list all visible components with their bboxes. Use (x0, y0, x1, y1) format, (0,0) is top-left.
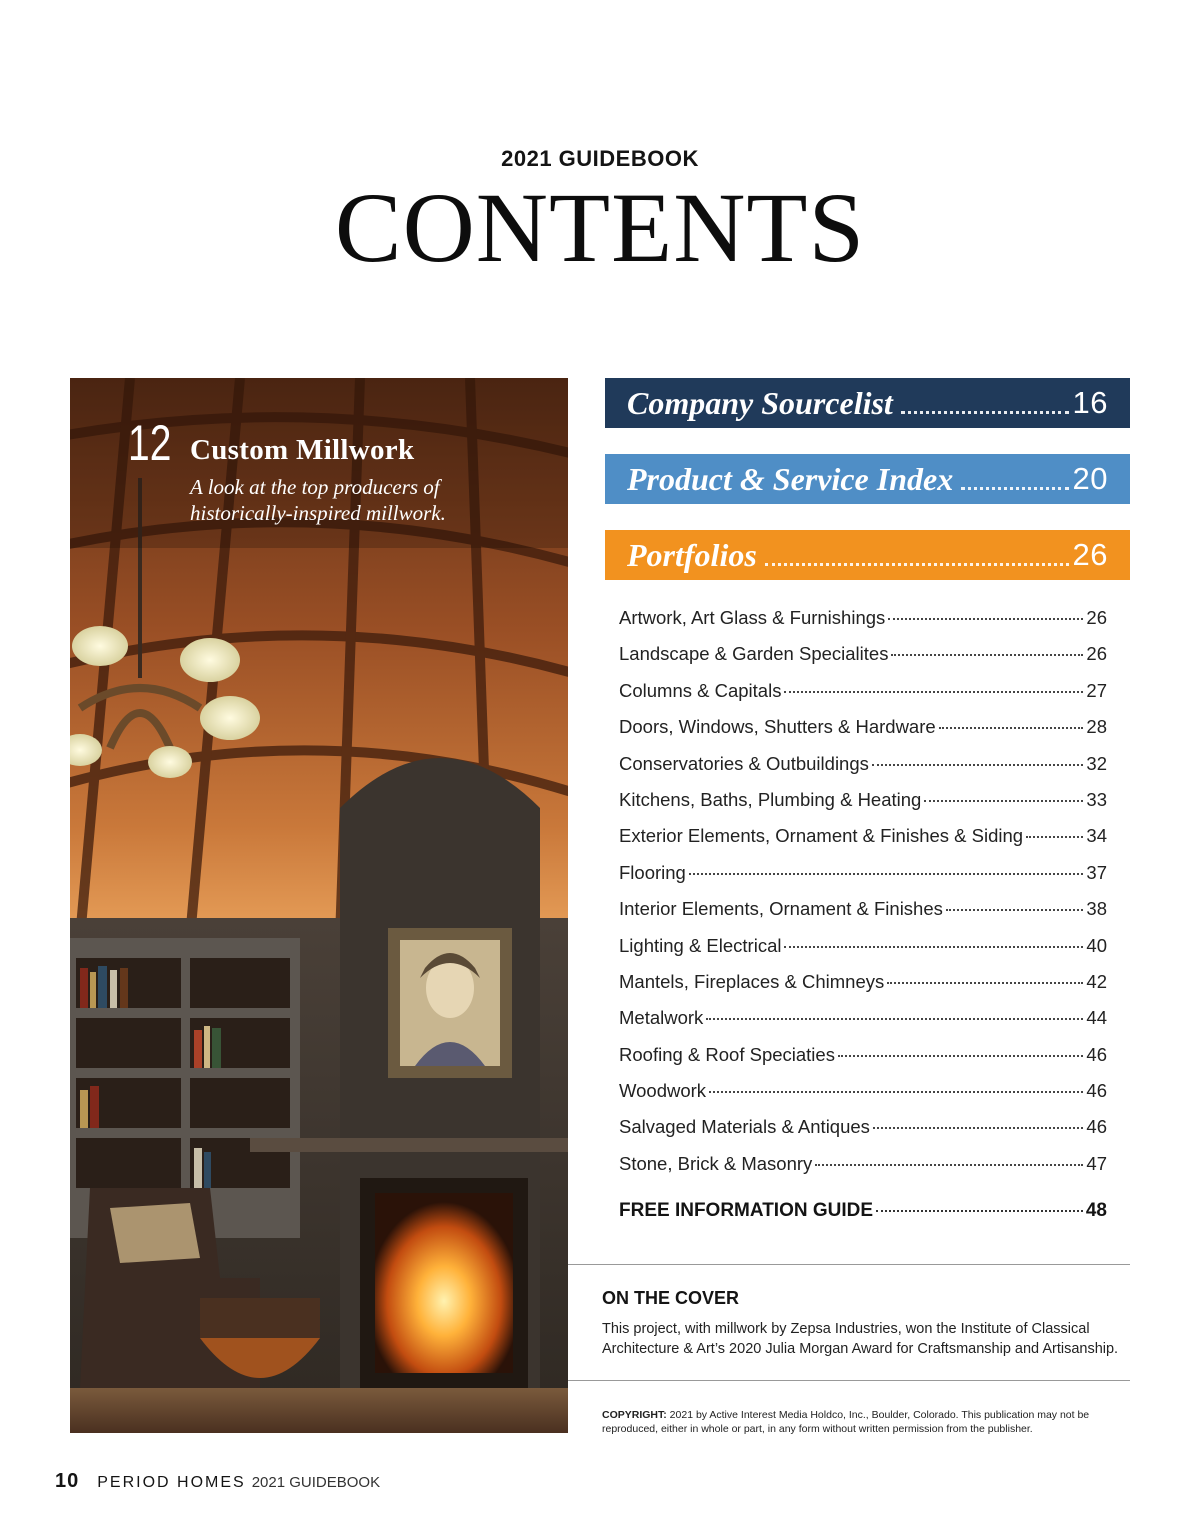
toc-item-page: 44 (1086, 1007, 1107, 1029)
copyright-label: COPYRIGHT: (602, 1409, 667, 1421)
toc-item-label: Interior Elements, Ornament & Finishes (619, 898, 943, 920)
toc-item[interactable] (619, 891, 1107, 927)
toc-item[interactable] (619, 1037, 1107, 1073)
leader-dots (939, 727, 1084, 729)
toc-item-page: 38 (1086, 898, 1107, 920)
toc-item-label: Woodwork (619, 1080, 707, 1102)
toc-item[interactable] (619, 818, 1107, 854)
toc-item-label: Conservatories & Outbuildings (619, 752, 869, 774)
toc-item-page: 37 (1086, 861, 1107, 883)
leader-dots (888, 618, 1083, 620)
toc-item-label: Roofing & Roof Speciaties (619, 1043, 835, 1065)
leader-dots (765, 563, 1069, 566)
toc-item-label: Metalwork (619, 1007, 704, 1029)
toc-item-page: 26 (1086, 643, 1107, 665)
leader-dots (924, 800, 1083, 802)
toc-item-page: 42 (1086, 970, 1107, 992)
feature-page-number: 12 (128, 415, 172, 471)
toc-item-label: Landscape & Garden Specialites (619, 643, 889, 665)
toc-item-page: 46 (1086, 1043, 1107, 1065)
leader-dots (706, 1018, 1083, 1020)
leader-dots (709, 1091, 1083, 1093)
leader-dots (891, 654, 1083, 656)
toc-item[interactable] (619, 1073, 1107, 1109)
toc-item-page: 33 (1086, 788, 1107, 810)
page-footer (55, 1470, 380, 1493)
feature-description: A look at the top producers of historically-inspired millwork. (190, 475, 446, 525)
leader-dots (1026, 836, 1083, 838)
leader-dots (887, 982, 1083, 984)
toc-item-page: 47 (1086, 1152, 1107, 1174)
library-interior-illustration (70, 378, 568, 1433)
toc-item-label: Doors, Windows, Shutters & Hardware (619, 716, 936, 738)
toc-item-label: Exterior Elements, Ornament & Finishes & Siding (619, 825, 1024, 847)
toc-item[interactable] (619, 1109, 1107, 1145)
page-number: 10 (55, 1470, 80, 1492)
cover-heading: ON THE COVER (602, 1288, 740, 1308)
section-page: 26 (1072, 537, 1108, 572)
free-guide-page: 48 (1085, 1200, 1107, 1221)
toc-item-page: 34 (1086, 825, 1107, 847)
toc-item[interactable] (619, 709, 1107, 745)
toc-item-page: 32 (1086, 752, 1107, 774)
toc-item-label: Lighting & Electrical (619, 934, 782, 956)
free-information-guide-entry[interactable] (619, 1200, 1107, 1222)
page-title: CONTENTS (334, 172, 866, 283)
magazine-name: PERIOD HOMES (97, 1474, 246, 1491)
section-title: Company Sourcelist (627, 384, 893, 421)
toc-item-label: Stone, Brick & Masonry (619, 1152, 813, 1174)
section-title: Portfolios (627, 536, 757, 573)
copyright-notice (602, 1408, 1132, 1436)
section-page: 16 (1072, 385, 1108, 420)
toc-item[interactable] (619, 964, 1107, 1000)
toc-item[interactable] (619, 673, 1107, 709)
leader-dots (838, 1055, 1083, 1057)
copyright-text: 2021 by Active Interest Media Holdco, Inc., Boulder, Colorado. This publication may not be reproduced, either in whole or part, in any form without written permission from the publisher. (602, 1409, 1090, 1435)
toc-item[interactable] (619, 855, 1107, 891)
leader-dots (946, 909, 1084, 911)
toc-item-label: Salvaged Materials & Antiques (619, 1116, 870, 1138)
leader-dots (876, 1210, 1083, 1212)
toc-item[interactable] (619, 1146, 1107, 1182)
toc-item[interactable] (619, 928, 1107, 964)
toc-item[interactable] (619, 636, 1107, 672)
toc-item-label: Flooring (619, 861, 686, 883)
divider (568, 1380, 1130, 1381)
toc-item-page: 26 (1086, 607, 1107, 628)
toc-item-page: 28 (1086, 716, 1107, 738)
leader-dots (873, 1127, 1083, 1129)
toc-item[interactable] (619, 600, 1107, 636)
leader-dots (784, 946, 1083, 948)
toc-item-page: 46 (1086, 1116, 1107, 1138)
leader-dots (784, 691, 1083, 693)
leader-dots (961, 487, 1068, 490)
toc-item[interactable] (619, 782, 1107, 818)
free-guide-label: FREE INFORMATION GUIDE (619, 1200, 874, 1221)
toc-item-label: Artwork, Art Glass & Furnishings (619, 607, 886, 628)
section-banner-product-service-index[interactable] (605, 454, 1130, 504)
feature-title[interactable]: Custom Millwork (190, 434, 415, 466)
section-banner-portfolios[interactable] (605, 530, 1130, 580)
toc-item[interactable] (619, 746, 1107, 782)
toc-item-page: 27 (1086, 679, 1107, 701)
leader-dots (901, 411, 1069, 414)
toc-item-page: 46 (1086, 1080, 1107, 1102)
edition-label: 2021 GUIDEBOOK (251, 1474, 381, 1491)
leader-dots (689, 873, 1084, 875)
leader-dots (872, 764, 1084, 766)
divider (568, 1264, 1130, 1265)
section-title: Product & Service Index (627, 460, 954, 497)
cover-description: This project, with millwork by Zepsa Industries, won the Institute of Classical Architecture & Art’s 2020 Julia Morgan Award for Craftsmanship and Artisanship. (602, 1321, 1119, 1357)
feature-photo[interactable] (70, 378, 568, 1433)
kicker: 2021 GUIDEBOOK (501, 146, 699, 171)
section-banner-company-sourcelist[interactable] (605, 378, 1130, 428)
toc-item-label: Columns & Capitals (619, 679, 782, 701)
toc-item-label: Kitchens, Baths, Plumbing & Heating (619, 788, 922, 810)
section-page: 20 (1072, 461, 1108, 496)
leader-dots (815, 1164, 1083, 1166)
toc-item-page: 40 (1086, 934, 1107, 956)
toc-item[interactable] (619, 1000, 1107, 1036)
portfolio-toc-list (619, 600, 1107, 1182)
toc-item-label: Mantels, Fireplaces & Chimneys (619, 970, 885, 992)
